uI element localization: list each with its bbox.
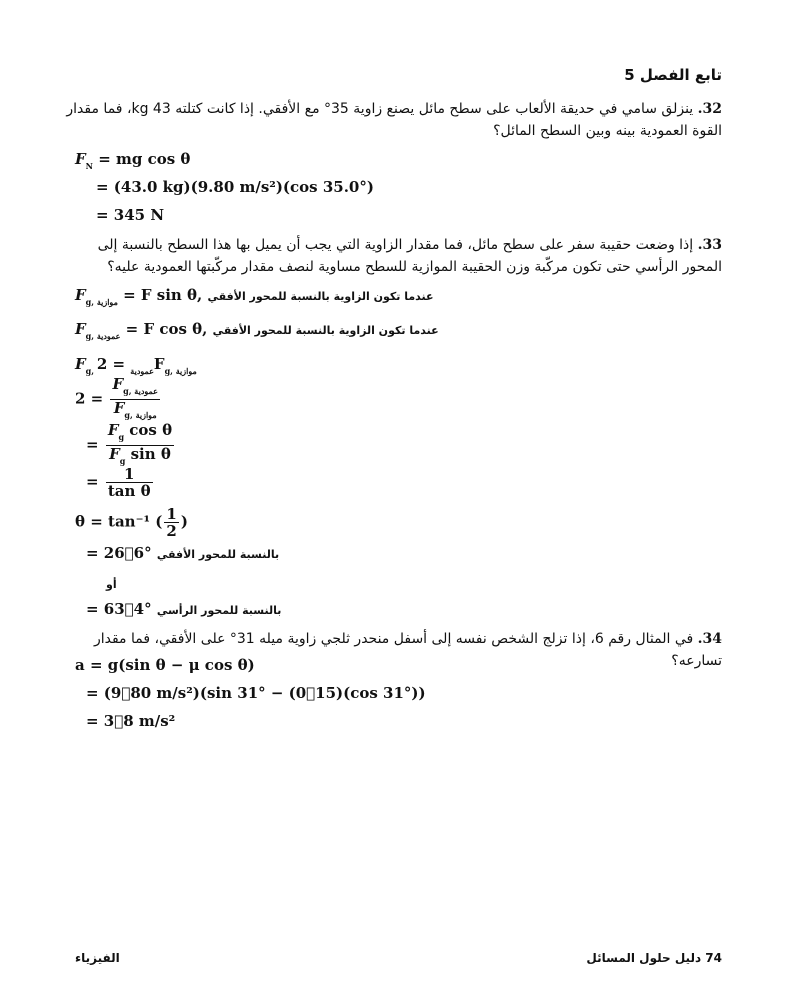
question-number: 32. xyxy=(697,101,722,117)
chapter-header: تابع الفصل 5 xyxy=(624,66,722,84)
equation-normal-force: $F_N$ = mg cos θ xyxy=(75,150,191,171)
or-label: أو xyxy=(106,578,117,591)
question-number: 33. xyxy=(697,237,722,253)
equation-ratio-trig: = $\frac{F_g \cos \theta}{F_g \sin \theta}$ xyxy=(86,421,173,466)
question-text: إذا وضعت حقيبة سفر على سطح مائل، فما مقدار الزاوية التي يجب أن يميل بها هذا السطح بالنسبة إلى المحور الرأسي حتى تكون مركّبة وزن الحقيبة الموازية للسطح مساوية لنصف مقدار مركّبتها العمودية عليه؟ xyxy=(97,237,722,275)
question-text: في المثال رقم 6، إذا تزلج الشخص نفسه إلى أسفل منحدر ثلجي زاوية ميله 31° على الأفقي، فما مقدار تسارعه؟ xyxy=(93,631,722,669)
footer-page: 74 دليل حلول المسائل xyxy=(586,951,722,965)
question-number: 34. xyxy=(697,631,722,647)
equation-ratio-tan: = $\frac{1}{\text{tan θ}}$ xyxy=(86,465,151,500)
footer-subject: الفيزياء xyxy=(75,951,120,965)
question-33 xyxy=(62,234,722,278)
equation-perpendicular: $F_{g, عمودية} = F$ cos θ, عندما تكون الزاوية بالنسبة للمحور الأفقي xyxy=(75,320,439,341)
note-horizontal: عندما تكون الزاوية بالنسبة للمحور الأفقي xyxy=(212,324,439,337)
result-horizontal: = 26⃞6° بالنسبة للمحور الأفقي xyxy=(86,544,280,562)
question-32 xyxy=(62,98,722,142)
equation-result: = 3⃞8 m/s² xyxy=(86,712,176,730)
equation-substitution: = (9⃞80 m/s²)(sin 31° − (0⃞15)(cos 31°)) xyxy=(86,684,426,702)
equation-ratio: 2 = $\frac{F_{g, عمودية}}{F_{g, موازية}}$ xyxy=(75,375,158,420)
note-horizontal: عندما تكون الزاوية بالنسبة للمحور الأفقي xyxy=(207,290,434,303)
equation-substitution: = (43.0 kg)(9.80 m/s²)(cos 35.0°) xyxy=(96,178,374,196)
equation-relation: $F_{g, عمودية} = 2F_{g, موازية}$ xyxy=(75,355,197,376)
equation-acceleration: a = g(sin θ − μ cos θ) xyxy=(75,656,255,674)
result-vertical: = 63⃞4° بالنسبة للمحور الرأسي xyxy=(86,600,282,618)
equation-theta: θ = tan⁻¹ ( $\frac{1}{2}$ ) xyxy=(75,505,188,540)
question-text: ينزلق سامي في حديقة الألعاب على سطح مائل يصنع زاوية 35° مع الأفقي. إذا كانت كتلته 43 kg، فما مقدار القوة العمودية بينه وبين السطح المائل؟ xyxy=(66,101,722,139)
equation-parallel: $F_{g, موازية} = F$ sin θ, عندما تكون الزاوية بالنسبة للمحور الأفقي xyxy=(75,286,434,307)
equation-result: = 345 N xyxy=(96,206,165,224)
